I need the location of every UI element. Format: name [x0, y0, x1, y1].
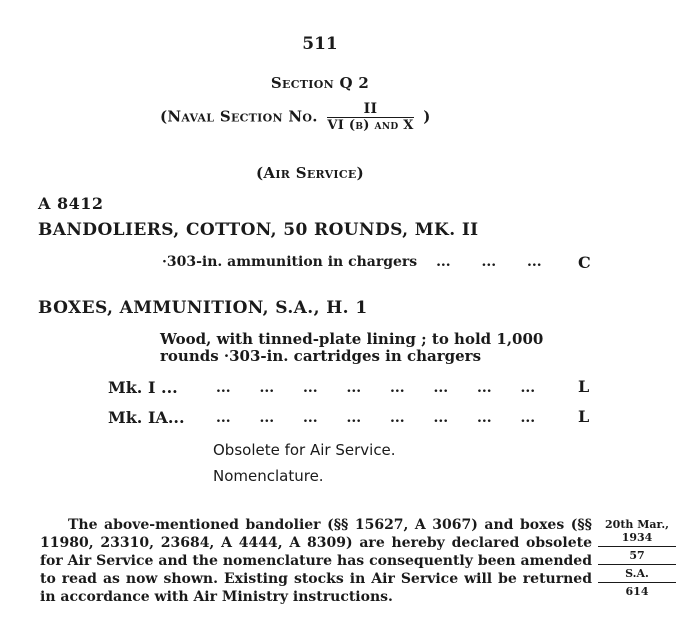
margin-date: 20th Mar., [605, 518, 669, 531]
vocabulary-code: L [578, 407, 590, 426]
naval-fraction [327, 101, 413, 134]
item-description-boxes: Wood, with tinned-plate lining ; to hold 1,000 rounds ·303-in. cartridges in chargers [160, 330, 544, 365]
naval-suffix: ) [423, 107, 431, 126]
naval-section-reference [160, 101, 431, 134]
item-description-bandoliers [162, 254, 542, 270]
section-title: Section Q 2 [270, 74, 370, 92]
mark-label: Mk. IA... [108, 408, 185, 427]
margin-year: 1934 [621, 531, 653, 544]
naval-prefix: (Naval Section No. [160, 107, 318, 126]
item-heading-boxes: BOXES, AMMUNITION, S.A., H. 1 [38, 298, 368, 318]
item-heading-bandoliers: BANDOLIERS, COTTON, 50 ROUNDS, MK. II [38, 220, 479, 240]
reference-number: A 8412 [38, 194, 104, 213]
margin-ref-number: 57 [629, 549, 645, 562]
margin-rule [598, 546, 676, 547]
dot-leader: ... ... ... ... ... ... ... ... [216, 410, 536, 426]
nomenclature-note: Nomenclature. [213, 467, 324, 485]
margin-rule [598, 582, 676, 583]
page-number: 511 [302, 34, 338, 54]
naval-numerator: II [327, 101, 413, 118]
margin-ref-den: 614 [625, 585, 649, 598]
margin-reference [598, 518, 676, 598]
obsolete-note: Obsolete for Air Service. [213, 441, 396, 459]
vocabulary-code: L [578, 377, 590, 396]
amendment-paragraph: The above-mentioned bandolier (§§ 15627, A 3067) and boxes (§§ 11980, 23310, 23684, A 4444, A 8309) are hereby declared obsolete for Air Service and the nomenclature has consequently been amended to read as now shown. Existing stocks in Air Service will be returned in accordance with Air Ministry instructions. [40, 517, 592, 605]
bandolier-description-text: ·303-in. ammunition in chargers [162, 254, 418, 270]
mark-label: Mk. I ... [108, 378, 178, 397]
vocabulary-code: C [578, 253, 591, 272]
dot-leader: ... ... ... [436, 254, 542, 270]
margin-rule [598, 564, 676, 565]
margin-ref-mid: S.A. [625, 567, 649, 580]
service-heading: (Air Service) [255, 164, 365, 182]
naval-denominator: VI (b) and X [327, 118, 414, 133]
dot-leader: ... ... ... ... ... ... ... ... [216, 380, 536, 396]
